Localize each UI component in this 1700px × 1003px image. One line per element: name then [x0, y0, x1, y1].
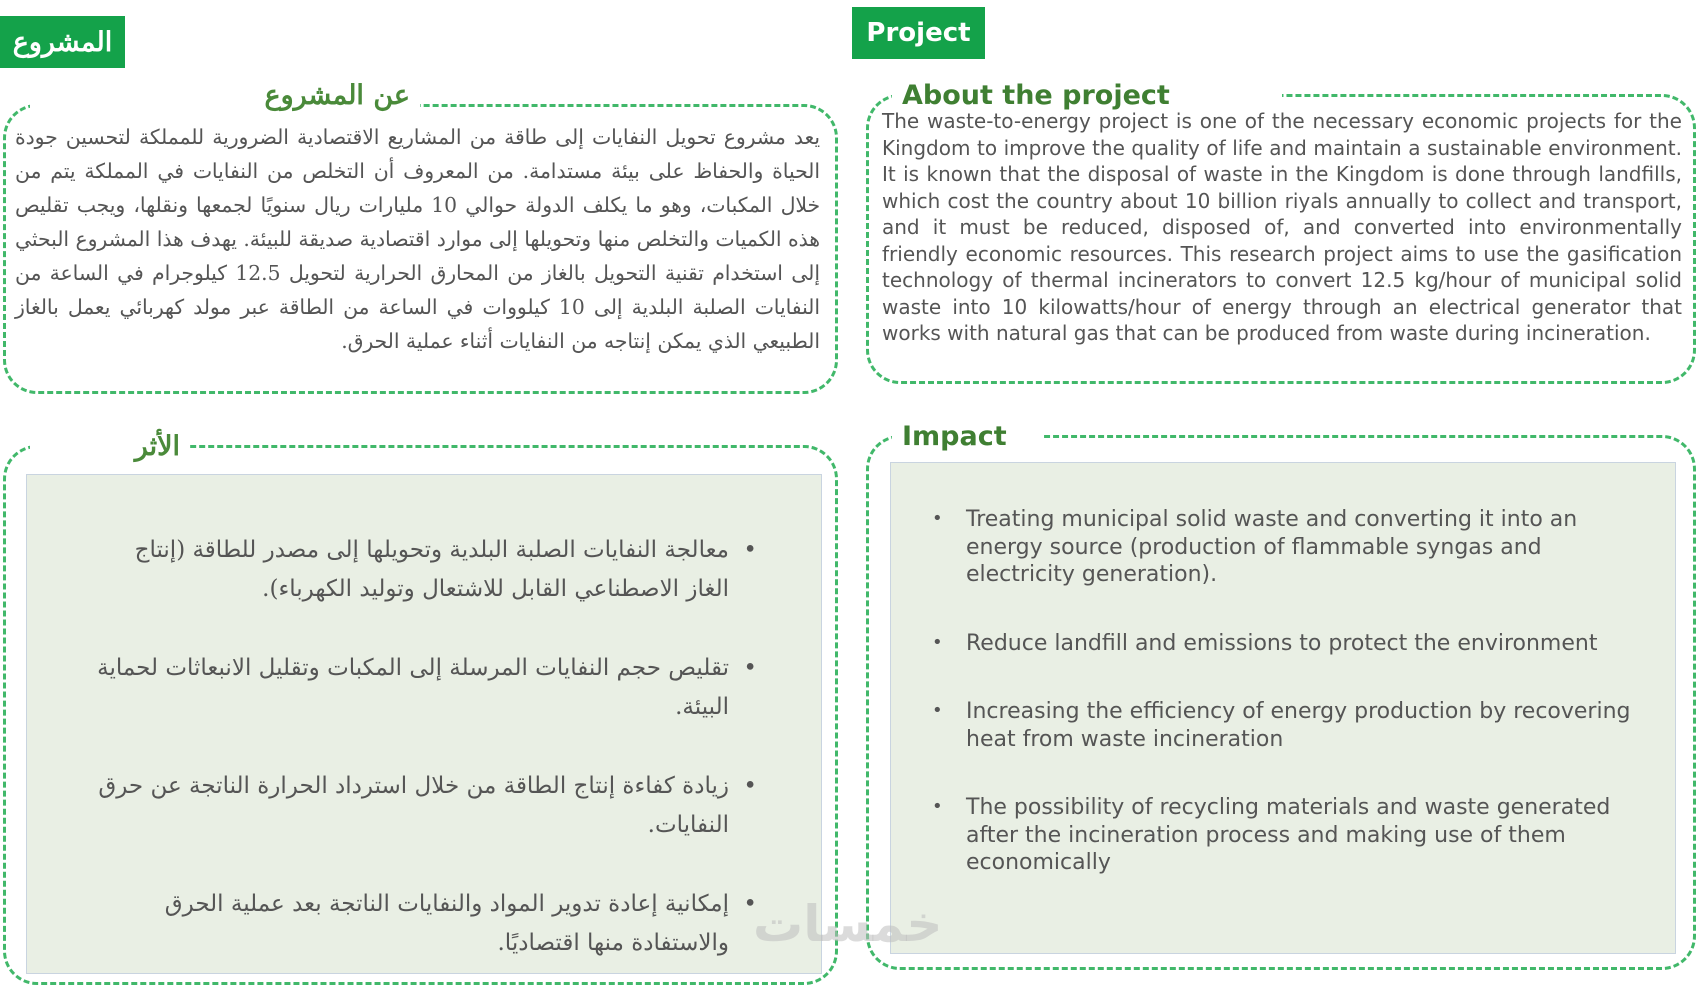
impact-list-english	[914, 506, 1634, 918]
list-item: • معالجة النفايات الصلبة البلدية وتحويلها إلى مصدر للطاقة (إنتاج الغاز الاصطناعي القابل للاشتعال وتوليد الكهرباء).	[97, 531, 787, 609]
watermark-logo: خمسات	[753, 895, 943, 953]
impact-panel-arabic	[26, 474, 822, 974]
list-item: • Increasing the efficiency of energy production by recovering heat from waste incineration	[932, 699, 1631, 752]
bullet-icon: •	[743, 773, 757, 799]
about-title-arabic: عن المشروع	[30, 82, 420, 109]
bullet-icon: •	[743, 655, 757, 681]
impact-title-english: Impact	[892, 423, 1042, 450]
about-title-english: About the project	[892, 82, 1282, 109]
project-tag-english: Project	[852, 7, 985, 59]
list-item: • تقليص حجم النفايات المرسلة إلى المكبات وتقليل الانبعاثات لحماية البيئة.	[97, 649, 787, 727]
list-item: • زيادة كفاءة إنتاج الطاقة من خلال استرداد الحرارة الناتجة عن حرق النفايات.	[97, 767, 787, 845]
about-text-english: The waste-to-energy project is one of the necessary economic projects for the Kingdom to improve the quality of life and maintain a sustainable environment. It is known that the disposal of waste in the Kingdom is done through landfills, which cost the country about 10 billion riyals annually to collect and transport, and it must be reduced, disposed of, and converted into environmentally friendly economic resources. This research project aims to use the gasification technology of thermal incinerators to convert 12.5 kg/hour of municipal solid waste into 10 kilowatts/hour of energy through an electrical generator that works with natural gas that can be produced from waste during incineration.	[882, 109, 1682, 345]
bullet-icon: •	[932, 508, 943, 529]
list-item: • Reduce landfill and emissions to protect the environment	[932, 630, 1598, 656]
bullet-icon: •	[932, 796, 943, 817]
list-item: • Treating municipal solid waste and converting it into an energy source (production of flammable syngas and electricity generation).	[932, 507, 1578, 587]
bullet-icon: •	[932, 700, 943, 721]
project-tag-arabic: المشروع	[0, 16, 125, 68]
impact-list-arabic	[97, 531, 787, 1003]
bullet-icon: •	[743, 537, 757, 563]
impact-panel-english	[890, 462, 1676, 954]
list-item: • إمكانية إعادة تدوير المواد والنفايات الناتجة بعد عملية الحرق والاستفادة منها اقتصاديًا.	[97, 885, 787, 963]
bullet-icon: •	[743, 891, 757, 917]
list-item: • The possibility of recycling materials and waste generated after the incineration process and making use of them economically	[932, 795, 1611, 875]
bullet-icon: •	[932, 631, 943, 653]
impact-title-arabic: الأثر	[30, 433, 190, 460]
about-text-arabic: يعد مشروع تحويل النفايات إلى طاقة من المشاريع الاقتصادية الضرورية للمملكة لتحسين جودة الحياة والحفاظ على بيئة مستدامة. من المعروف أن التخلص من النفايات في المملكة يتم من خلال المكبات، وهو ما يكلف الدولة حوالي 10 مليارات ريال سنويًا لجمعها ونقلها، ويجب تقليص هذه الكميات والتخلص منها وتحويلها إلى موارد اقتصادية صديقة للبيئة. يهدف هذا المشروع البحثي إلى استخدام تقنية التحويل بالغاز من المحارق الحرارية لتحويل 12.5 كيلوجرام في الساعة من النفايات الصلبة البلدية إلى 10 كيلووات في الساعة من الطاقة عبر مولد كهربائي يعمل بالغاز الطبيعي الذي يمكن إنتاجه من النفايات أثناء عملية الحرق.	[15, 125, 821, 353]
